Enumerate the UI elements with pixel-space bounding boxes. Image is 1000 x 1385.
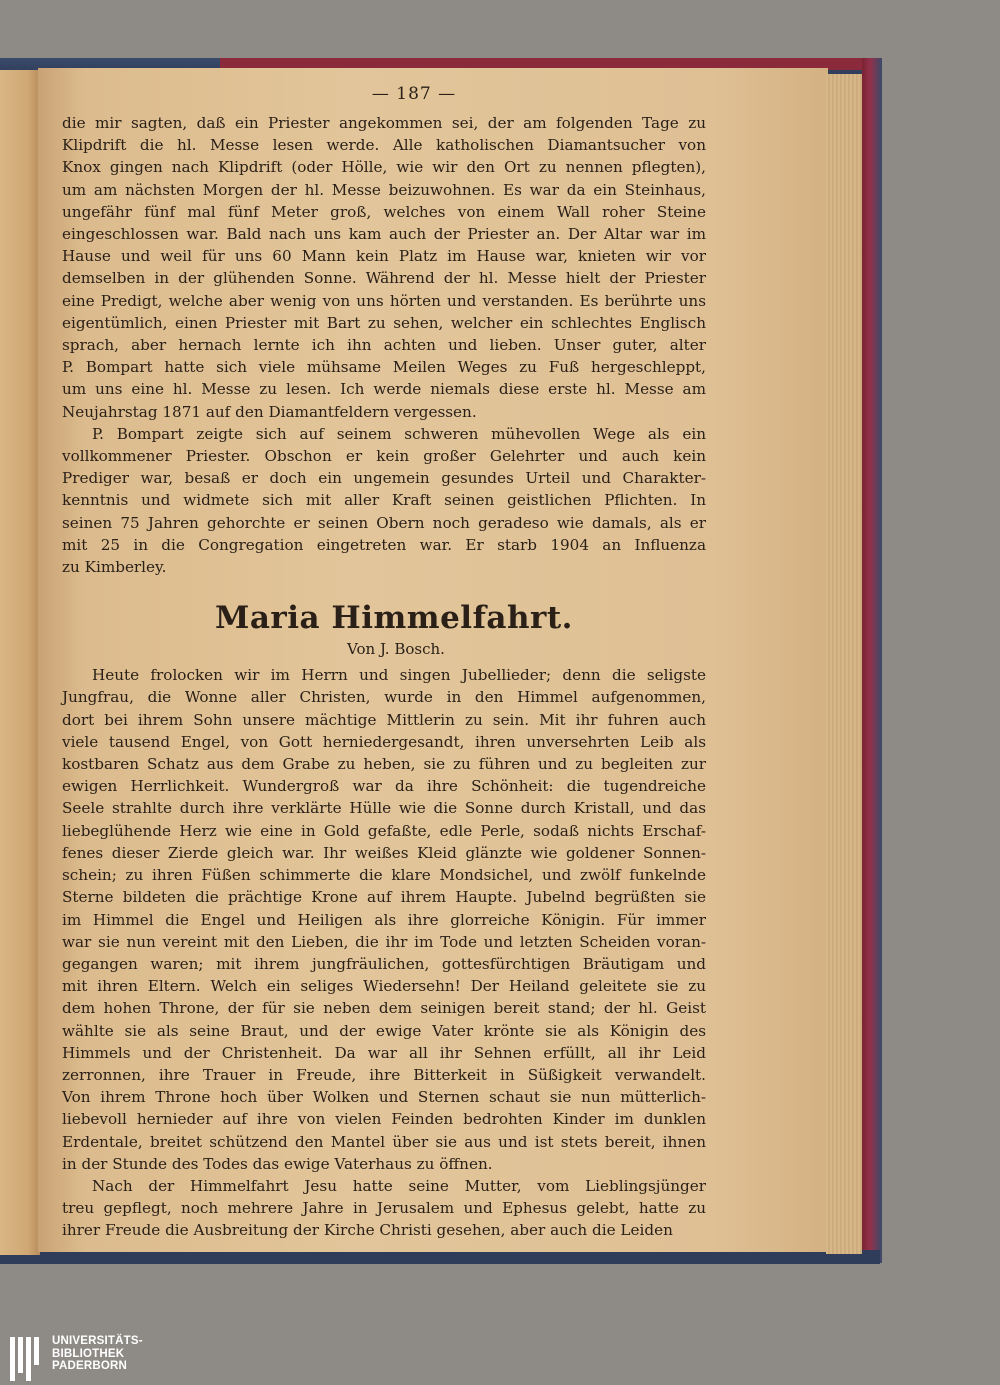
text-line: P. Bompart zeigte sich auf seinem schweren mühevollen Wege als ein (92, 424, 706, 443)
text-line: eingeschlossen war. Bald nach uns kam auch der Priester an. Der Altar war im (62, 225, 706, 244)
text-line: gegangen waren; mit ihrem jungfräulichen, gottesfürchtigen Bräutigam und (62, 954, 706, 973)
book-cover-right (862, 58, 882, 1263)
text-line: Heute frolocken wir im Herrn und singen Jubellieder; denn die seligste (92, 666, 706, 685)
text-line: Nach der Himmelfahrt Jesu hatte seine Mutter, vom Lieblingsjünger (92, 1176, 706, 1195)
text-line: dem hohen Throne, der für sie neben dem seinigen bereit stand; der hl. Geist (62, 999, 706, 1018)
text-line: liebevoll hernieder auf ihre von vielen Feinden bedrohten Kinder im dunklen (62, 1110, 706, 1129)
text-line: P. Bompart hatte sich viele mühsame Meilen Weges zu Fuß hergeschleppt, (62, 358, 706, 377)
text-line: Jungfrau, die Wonne aller Christen, wurde in den Himmel aufgenommen, (62, 688, 706, 707)
text-line: Hause und weil für uns 60 Mann kein Platz im Hause war, knieten wir vor (62, 247, 706, 266)
facing-page-edge (0, 70, 40, 1255)
text-line: mit ihren Eltern. Welch ein seliges Wiedersehn! Der Heiland geleitete sie zu (62, 977, 706, 996)
article-byline: Von J. Bosch. (347, 640, 445, 659)
text-line: zerronnen, ihre Trauer in Freude, ihre Bitterkeit in Süßigkeit verwandelt. (62, 1065, 706, 1084)
text-line: mit 25 in die Congregation eingetreten war. Er starb 1904 an Influenza (62, 535, 706, 554)
text-line: Sterne bildeten die prächtige Krone auf ihrem Haupte. Jubelnd begrüßten sie (62, 888, 706, 907)
paragraph-3 (62, 664, 706, 1175)
text-line: kenntnis und widmete sich mit aller Kraft seinen geistlichen Pflichten. In (62, 491, 706, 510)
text-line: um am nächsten Morgen der hl. Messe beizuwohnen. Es war da ein Steinhaus, (62, 180, 706, 199)
paragraph-1 (62, 112, 706, 423)
library-logo-icon (10, 1337, 46, 1381)
text-line: kostbaren Schatz aus dem Grabe zu heben, sie zu führen und zu begleiten zur (62, 755, 706, 774)
text-line: viele tausend Engel, von Gott herniedergesandt, ihren unversehrten Leib als (62, 732, 706, 751)
article-heading: Maria Himmelfahrt. (215, 600, 573, 637)
text-line: seinen 75 Jahren gehorchte er seinen Obern noch geradeso wie damals, als er (62, 513, 706, 532)
paragraph-4 (62, 1175, 706, 1242)
text-line: zu Kimberley. (62, 558, 167, 577)
logo-line-3: PADERBORN (52, 1360, 128, 1372)
library-logo-text (52, 1335, 143, 1373)
text-line: ihrer Freude die Ausbreitung der Kirche Christi gesehen, aber auch die Leiden (62, 1221, 673, 1240)
text-line: eine Predigt, welche aber wenig von uns hörten und verstanden. Es berührte uns (62, 291, 706, 310)
text-line: die mir sagten, daß ein Priester angekommen sei, der am folgenden Tage zu (62, 114, 706, 132)
text-line: Knox gingen nach Klipdrift (oder Hölle, wie wir den Ort zu nennen pflegten), (62, 158, 706, 177)
text-line: eigentümlich, einen Priester mit Bart zu sehen, welcher ein schlechtes Englisch (62, 313, 706, 332)
text-line: vollkommener Priester. Obschon er kein großer Gelehrter und auch kein (62, 447, 706, 466)
page-content (62, 84, 706, 1242)
logo-line-1: UNIVERSITÄTS- (52, 1335, 143, 1347)
text-line: Von ihrem Throne hoch über Wolken und Sternen schaut sie nun mütterlich- (62, 1088, 706, 1107)
footer-bar (0, 1333, 1000, 1385)
text-line: fenes dieser Zierde gleich war. Ihr weißes Kleid glänzte wie goldener Sonnen- (62, 843, 706, 862)
text-line: treu gepflegt, noch mehrere Jahre in Jerusalem und Ephesus gelebt, hatte zu (62, 1199, 706, 1218)
text-line: war sie nun vereint mit den Lieben, die ihr im Tode und letzten Scheiden voran- (62, 932, 706, 951)
text-line: ewigen Herrlichkeit. Wundergroß war da ihre Schönheit: die tugendreiche (62, 777, 706, 796)
text-line: schein; zu ihren Füßen schimmerte die klare Mondsichel, und zwölf funkelnde (62, 866, 706, 885)
book-cover-bottom (0, 1250, 880, 1264)
text-line: wählte sie als seine Braut, und der ewige Vater krönte sie als Königin des (62, 1021, 706, 1040)
text-line: Klipdrift die hl. Messe lesen werde. Alle katholischen Diamantsucher von (62, 136, 706, 155)
text-line: Himmels und der Christenheit. Da war all ihr Sehnen erfüllt, all ihr Leid (62, 1043, 706, 1062)
text-line: im Himmel die Engel und Heiligen als ihre glorreiche Königin. Für immer (62, 910, 706, 929)
text-line: Erdentale, breitet schützend den Mantel über sie aus und ist stets bereit, ihnen (62, 1132, 706, 1151)
text-line: demselben in der glühenden Sonne. Während der hl. Messe hielt der Priester (62, 269, 706, 288)
text-line: Neujahrstag 1871 auf den Diamantfeldern vergessen. (62, 402, 477, 421)
text-line: liebeglühende Herz wie eine in Gold gefaßte, edle Perle, sodaß nichts Erschaf- (62, 821, 706, 840)
text-line: ungefähr fünf mal fünf Meter groß, welches von einem Wall roher Steine (62, 202, 706, 221)
page-stack-edges (826, 74, 862, 1254)
paragraph-2 (62, 423, 706, 578)
page-number: — 187 — (371, 84, 457, 104)
text-line: Prediger war, besaß er doch ein ungemein gesundes Urteil und Charakter- (62, 469, 706, 488)
logo-line-2: BIBLIOTHEK (52, 1347, 125, 1360)
text-line: in der Stunde des Todes das ewige Vaterhaus zu öffnen. (62, 1154, 493, 1173)
text-line: sprach, aber hernach lernte ich ihn achten und lieben. Unser guter, alter (62, 336, 706, 355)
text-line: Seele strahlte durch ihre verklärte Hülle wie die Sonne durch Kristall, und das (62, 799, 706, 818)
text-line: dort bei ihrem Sohn unsere mächtige Mittlerin zu sein. Mit ihr fuhren auch (62, 710, 706, 729)
text-line: um uns eine hl. Messe zu lesen. Ich werde niemals diese erste hl. Messe am (62, 380, 706, 399)
